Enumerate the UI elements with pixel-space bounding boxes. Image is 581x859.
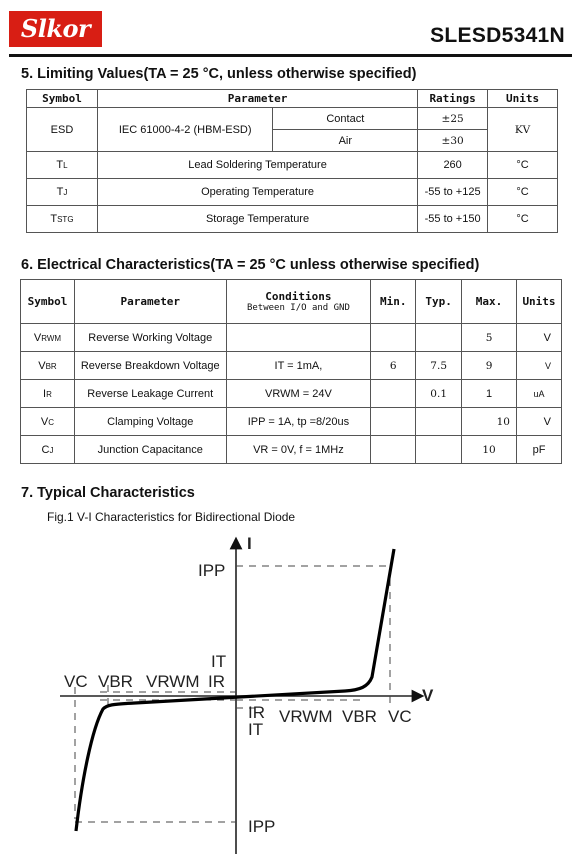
figure-caption: Fig.1 V-I Characteristics for Bidirectional Diode xyxy=(47,510,296,524)
min-cell: 6 xyxy=(371,352,416,380)
label-vc-left: VC xyxy=(64,672,88,691)
condition-cell: IT = 1mA, xyxy=(226,352,371,380)
label-ir-top: IR xyxy=(208,672,225,691)
logo-text: Slkor xyxy=(20,14,91,43)
condition-cell: VR = 0V, f = 1MHz xyxy=(226,436,371,464)
header-units: Units xyxy=(488,90,558,108)
table-row xyxy=(21,408,562,436)
parameter-cell: Operating Temperature xyxy=(97,179,417,206)
max-cell: 10 xyxy=(462,436,517,464)
table-row xyxy=(21,380,562,408)
header-divider xyxy=(9,54,572,57)
axis-label-i: I xyxy=(247,534,252,553)
label-it-bottom: IT xyxy=(248,720,264,739)
table-header-row xyxy=(27,90,558,108)
typ-cell xyxy=(416,324,462,352)
symbol-cell: IR xyxy=(21,380,75,408)
section7-title: 7. Typical Characteristics xyxy=(21,485,195,501)
table-row xyxy=(21,352,562,380)
parameter-cell: Junction Capacitance xyxy=(74,436,226,464)
symbol-cell: TSTG xyxy=(27,206,98,233)
section6-title: 6. Electrical Characteristics(TA = 25 °C unless otherwise specified) xyxy=(21,257,480,273)
table-row xyxy=(21,436,562,464)
header-max: Max. xyxy=(462,280,517,324)
part-number: SLESD5341N xyxy=(430,24,565,47)
parameter-cell: Lead Soldering Temperature xyxy=(97,152,417,179)
max-cell: 9 xyxy=(462,352,517,380)
label-ir-bottom: IR xyxy=(248,703,265,722)
header-symbol: Symbol xyxy=(21,280,75,324)
label-vbr-left: VBR xyxy=(98,672,133,691)
esd-contact-value: ±25 xyxy=(418,108,488,130)
rating-cell: 260 xyxy=(418,152,488,179)
unit-cell: pF xyxy=(517,436,562,464)
header-units: Units xyxy=(517,280,562,324)
label-vrwm-left: VRWM xyxy=(146,672,200,691)
label-ipp-top: IPP xyxy=(198,561,226,580)
max-cell: 10 xyxy=(462,408,517,436)
symbol-cell: TL xyxy=(27,152,98,179)
brand-logo xyxy=(9,11,102,47)
table-row xyxy=(27,206,558,233)
header-min: Min. xyxy=(371,280,416,324)
symbol-cell: CJ xyxy=(21,436,75,464)
table-header-row xyxy=(21,280,562,324)
parameter-cell: Storage Temperature xyxy=(97,206,417,233)
esd-symbol: ESD xyxy=(27,108,98,152)
unit-cell: V xyxy=(517,352,562,380)
section5-title: 5. Limiting Values(TA = 25 °C, unless otherwise specified) xyxy=(21,66,417,82)
header-symbol: Symbol xyxy=(27,90,98,108)
label-vc-right: VC xyxy=(388,707,412,726)
esd-unit: KV xyxy=(488,108,558,152)
esd-air-label: Air xyxy=(273,130,418,152)
esd-contact-label: Contact xyxy=(273,108,418,130)
condition-cell xyxy=(226,324,371,352)
condition-cell: IPP = 1A, tp =8/20us xyxy=(226,408,371,436)
max-cell: 1 xyxy=(462,380,517,408)
esd-parameter: IEC 61000-4-2 (HBM-ESD) xyxy=(97,108,273,152)
table-row xyxy=(27,179,558,206)
min-cell xyxy=(371,324,416,352)
max-cell: 5 xyxy=(462,324,517,352)
vi-characteristics-diagram xyxy=(0,519,581,859)
axis-label-v: V xyxy=(422,686,434,705)
limiting-values-table xyxy=(26,89,558,233)
label-ipp-bottom: IPP xyxy=(248,817,276,836)
parameter-cell: Clamping Voltage xyxy=(74,408,226,436)
unit-cell: V xyxy=(517,324,562,352)
unit-cell: V xyxy=(517,408,562,436)
min-cell xyxy=(371,408,416,436)
unit-cell: °C xyxy=(488,179,558,206)
label-vrwm-right: VRWM xyxy=(279,707,333,726)
rating-cell: -55 to +150 xyxy=(418,206,488,233)
typ-cell: 0.1 xyxy=(416,380,462,408)
label-it-top: IT xyxy=(211,652,227,671)
parameter-cell: Reverse Working Voltage xyxy=(74,324,226,352)
min-cell xyxy=(371,436,416,464)
label-vbr-right: VBR xyxy=(342,707,377,726)
header-typ: Typ. xyxy=(416,280,462,324)
table-row xyxy=(27,152,558,179)
header-conditions: Conditions Between I/O and GND xyxy=(226,280,371,324)
esd-air-value: ±30 xyxy=(418,130,488,152)
unit-cell: °C xyxy=(488,152,558,179)
condition-cell: VRWM = 24V xyxy=(226,380,371,408)
unit-cell: uA xyxy=(517,380,562,408)
header-ratings: Ratings xyxy=(418,90,488,108)
parameter-cell: Reverse Leakage Current xyxy=(74,380,226,408)
unit-cell: °C xyxy=(488,206,558,233)
typ-cell: 7.5 xyxy=(416,352,462,380)
header-parameter: Parameter xyxy=(97,90,417,108)
symbol-cell: VRWM xyxy=(21,324,75,352)
parameter-cell: Reverse Breakdown Voltage xyxy=(74,352,226,380)
table-row xyxy=(21,324,562,352)
symbol-cell: VBR xyxy=(21,352,75,380)
typ-cell xyxy=(416,408,462,436)
rating-cell: -55 to +125 xyxy=(418,179,488,206)
min-cell xyxy=(371,380,416,408)
header-parameter: Parameter xyxy=(74,280,226,324)
electrical-characteristics-table xyxy=(20,279,562,464)
guide-lines xyxy=(75,566,390,822)
symbol-cell: VC xyxy=(21,408,75,436)
table-row xyxy=(27,108,558,130)
symbol-cell: TJ xyxy=(27,179,98,206)
typ-cell xyxy=(416,436,462,464)
